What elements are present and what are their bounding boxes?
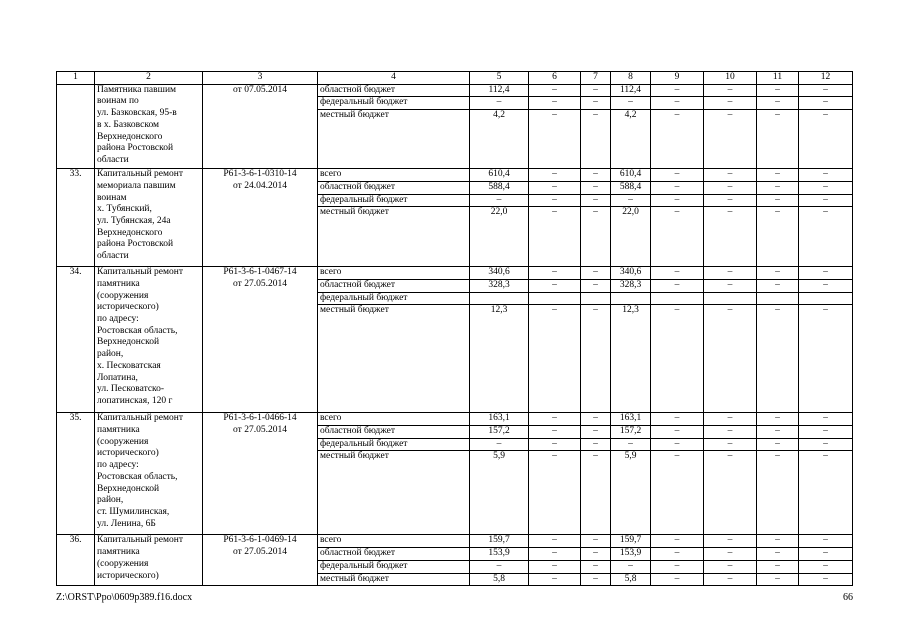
budget-table (56, 71, 853, 586)
amount-cell: – (529, 548, 581, 561)
amount-cell: – (581, 413, 611, 426)
column-number: 11 (757, 72, 799, 85)
amount-cell: – (799, 97, 853, 110)
funding-source: федеральный бюджет (318, 194, 470, 207)
amount-cell: – (651, 560, 704, 573)
amount-cell (757, 292, 799, 305)
funding-source: областной бюджет (318, 181, 470, 194)
amount-cell: 12,3 (611, 305, 651, 413)
amount-cell: – (470, 560, 529, 573)
amount-cell: – (757, 438, 799, 451)
amount-cell: – (704, 169, 757, 182)
table-row (57, 267, 853, 280)
amount-cell: – (757, 535, 799, 548)
amount-cell: – (704, 573, 757, 586)
amount-cell: – (651, 279, 704, 292)
row-number: 33. (57, 169, 95, 267)
amount-cell: – (799, 426, 853, 439)
funding-source: областной бюджет (318, 426, 470, 439)
amount-cell: – (529, 194, 581, 207)
amount-cell: – (757, 207, 799, 267)
amount-cell: – (799, 438, 853, 451)
amount-cell: – (529, 267, 581, 280)
amount-cell: – (704, 267, 757, 280)
table-row (57, 413, 853, 426)
amount-cell: 163,1 (611, 413, 651, 426)
amount-cell: 112,4 (611, 84, 651, 97)
amount-cell: – (651, 535, 704, 548)
amount-cell: – (651, 267, 704, 280)
amount-cell: – (611, 194, 651, 207)
amount-cell: – (651, 426, 704, 439)
amount-cell: – (651, 84, 704, 97)
amount-cell: – (799, 181, 853, 194)
amount-cell: – (704, 181, 757, 194)
funding-source: местный бюджет (318, 110, 470, 169)
amount-cell: 5,8 (470, 573, 529, 586)
amount-cell: – (581, 267, 611, 280)
amount-cell: – (799, 535, 853, 548)
amount-cell: – (704, 548, 757, 561)
amount-cell: 112,4 (470, 84, 529, 97)
amount-cell: 153,9 (470, 548, 529, 561)
amount-cell: – (704, 110, 757, 169)
amount-cell: – (799, 110, 853, 169)
amount-cell: – (529, 181, 581, 194)
amount-cell: 610,4 (611, 169, 651, 182)
amount-cell: – (529, 84, 581, 97)
amount-cell: – (704, 84, 757, 97)
amount-cell: – (757, 169, 799, 182)
amount-cell: – (581, 560, 611, 573)
amount-cell: 22,0 (470, 207, 529, 267)
amount-cell: 157,2 (611, 426, 651, 439)
funding-source: областной бюджет (318, 84, 470, 97)
funding-source: местный бюджет (318, 451, 470, 535)
funding-source: местный бюджет (318, 573, 470, 586)
footer-page-number: 66 (843, 592, 853, 603)
amount-cell: – (529, 573, 581, 586)
object-name: Капитальный ремонт памятника (сооружения исторического) по адресу: Ростовская область, Верхнедонской район, х. Песковатская Лопатина, ул. Песковатско- лопатинская, 120 г (95, 267, 203, 413)
amount-cell: 22,0 (611, 207, 651, 267)
amount-cell: – (651, 110, 704, 169)
amount-cell: – (799, 267, 853, 280)
amount-cell: 4,2 (470, 110, 529, 169)
amount-cell: 5,9 (611, 451, 651, 535)
amount-cell: – (651, 573, 704, 586)
column-number: 9 (651, 72, 704, 85)
amount-cell: – (704, 438, 757, 451)
amount-cell: 157,2 (470, 426, 529, 439)
table-row (57, 535, 853, 548)
amount-cell: – (704, 279, 757, 292)
amount-cell: – (529, 97, 581, 110)
amount-cell: – (581, 535, 611, 548)
funding-source: федеральный бюджет (318, 97, 470, 110)
amount-cell: – (581, 181, 611, 194)
amount-cell: – (581, 194, 611, 207)
amount-cell: – (611, 560, 651, 573)
row-number: 34. (57, 267, 95, 413)
amount-cell: 588,4 (470, 181, 529, 194)
amount-cell (529, 292, 581, 305)
amount-cell: – (704, 451, 757, 535)
amount-cell: – (757, 560, 799, 573)
amount-cell: – (651, 438, 704, 451)
table-row (57, 84, 853, 97)
row-number: 36. (57, 535, 95, 586)
expertise-doc: Р61-3-6-1-0466-14 от 27.05.2014 (203, 413, 318, 535)
amount-cell: – (470, 97, 529, 110)
row-number (57, 84, 95, 168)
amount-cell: – (799, 169, 853, 182)
funding-source: всего (318, 169, 470, 182)
column-number: 3 (203, 72, 318, 85)
amount-cell: – (581, 169, 611, 182)
footer-file-path: Z:\ORST\Ppo\0609p389.f16.docx (56, 592, 193, 603)
funding-source: областной бюджет (318, 279, 470, 292)
funding-source: местный бюджет (318, 305, 470, 413)
amount-cell: – (799, 548, 853, 561)
amount-cell: 5,9 (470, 451, 529, 535)
amount-cell: – (529, 438, 581, 451)
amount-cell: – (757, 181, 799, 194)
amount-cell: – (581, 305, 611, 413)
amount-cell: – (757, 548, 799, 561)
amount-cell: – (651, 451, 704, 535)
amount-cell: – (799, 305, 853, 413)
amount-cell: – (757, 305, 799, 413)
amount-cell: – (581, 548, 611, 561)
amount-cell: – (611, 97, 651, 110)
column-number: 12 (799, 72, 853, 85)
amount-cell: – (529, 305, 581, 413)
amount-cell: – (799, 573, 853, 586)
amount-cell: – (757, 267, 799, 280)
amount-cell: 588,4 (611, 181, 651, 194)
amount-cell: – (529, 279, 581, 292)
amount-cell: – (529, 426, 581, 439)
amount-cell: 328,3 (470, 279, 529, 292)
amount-cell (651, 292, 704, 305)
amount-cell: 340,6 (470, 267, 529, 280)
row-number: 35. (57, 413, 95, 535)
amount-cell: – (651, 181, 704, 194)
amount-cell: – (704, 560, 757, 573)
amount-cell: – (799, 413, 853, 426)
amount-cell: – (529, 560, 581, 573)
amount-cell: – (651, 207, 704, 267)
amount-cell: 159,7 (611, 535, 651, 548)
amount-cell: – (581, 438, 611, 451)
expertise-doc: Р61-3-6-1-0467-14 от 27.05.2014 (203, 267, 318, 413)
funding-source: федеральный бюджет (318, 292, 470, 305)
column-number: 6 (529, 72, 581, 85)
funding-source: областной бюджет (318, 548, 470, 561)
amount-cell: – (581, 110, 611, 169)
amount-cell (799, 292, 853, 305)
amount-cell: – (799, 207, 853, 267)
object-name: Памятника павшим воинам по ул. Базковская, 95-в в х. Базковском Верхнедонского района Ростовской области (95, 84, 203, 168)
amount-cell: 4,2 (611, 110, 651, 169)
amount-cell: 153,9 (611, 548, 651, 561)
amount-cell: – (581, 97, 611, 110)
amount-cell (611, 292, 651, 305)
amount-cell (581, 292, 611, 305)
column-number: 2 (95, 72, 203, 85)
amount-cell: – (757, 413, 799, 426)
amount-cell: – (651, 548, 704, 561)
column-number: 8 (611, 72, 651, 85)
amount-cell: – (529, 207, 581, 267)
table-row (57, 169, 853, 182)
column-number: 5 (470, 72, 529, 85)
amount-cell: 610,4 (470, 169, 529, 182)
amount-cell: – (611, 438, 651, 451)
amount-cell: – (704, 535, 757, 548)
amount-cell: – (651, 97, 704, 110)
amount-cell: – (704, 207, 757, 267)
amount-cell (470, 292, 529, 305)
amount-cell: 163,1 (470, 413, 529, 426)
amount-cell: – (757, 84, 799, 97)
amount-cell: 5,8 (611, 573, 651, 586)
amount-cell: – (529, 110, 581, 169)
amount-cell: – (529, 535, 581, 548)
expertise-doc: Р61-3-6-1-0469-14 от 27.05.2014 (203, 535, 318, 586)
object-name: Капитальный ремонт мемориала павшим воинам х. Тубянский, ул. Тубянская, 24а Верхнедонского района Ростовской области (95, 169, 203, 267)
amount-cell: – (470, 194, 529, 207)
amount-cell: – (581, 279, 611, 292)
funding-source: местный бюджет (318, 207, 470, 267)
amount-cell: – (529, 169, 581, 182)
amount-cell: – (581, 451, 611, 535)
column-number: 10 (704, 72, 757, 85)
amount-cell: – (757, 451, 799, 535)
funding-source: федеральный бюджет (318, 438, 470, 451)
amount-cell: – (799, 560, 853, 573)
amount-cell: – (757, 279, 799, 292)
amount-cell: – (757, 97, 799, 110)
amount-cell: – (704, 194, 757, 207)
amount-cell: – (799, 84, 853, 97)
expertise-doc: Р61-3-6-1-0310-14 от 24.04.2014 (203, 169, 318, 267)
column-number: 4 (318, 72, 470, 85)
amount-cell: – (581, 426, 611, 439)
amount-cell: – (529, 451, 581, 535)
object-name: Капитальный ремонт памятника (сооружения исторического) (95, 535, 203, 586)
amount-cell: – (799, 279, 853, 292)
funding-source: всего (318, 267, 470, 280)
amount-cell: – (651, 169, 704, 182)
amount-cell: – (757, 426, 799, 439)
expertise-doc: от 07.05.2014 (203, 84, 318, 168)
amount-cell: – (799, 451, 853, 535)
amount-cell: – (651, 305, 704, 413)
amount-cell: – (529, 413, 581, 426)
column-number: 7 (581, 72, 611, 85)
amount-cell: 328,3 (611, 279, 651, 292)
amount-cell: – (581, 84, 611, 97)
amount-cell: – (704, 305, 757, 413)
amount-cell: – (470, 438, 529, 451)
column-number-row (57, 72, 853, 85)
amount-cell (704, 292, 757, 305)
amount-cell: – (581, 573, 611, 586)
column-number: 1 (57, 72, 95, 85)
amount-cell: – (704, 97, 757, 110)
amount-cell: – (651, 194, 704, 207)
amount-cell: – (704, 426, 757, 439)
object-name: Капитальный ремонт памятника (сооружения исторического) по адресу: Ростовская область, Верхнедонской район, ст. Шумилинская, ул. Ленина, 6Б (95, 413, 203, 535)
amount-cell: – (757, 110, 799, 169)
amount-cell: – (757, 194, 799, 207)
amount-cell: 159,7 (470, 535, 529, 548)
amount-cell: – (704, 413, 757, 426)
amount-cell: – (651, 413, 704, 426)
funding-source: всего (318, 535, 470, 548)
funding-source: всего (318, 413, 470, 426)
amount-cell: – (799, 194, 853, 207)
funding-source: федеральный бюджет (318, 560, 470, 573)
amount-cell: – (757, 573, 799, 586)
amount-cell: 12,3 (470, 305, 529, 413)
amount-cell: – (581, 207, 611, 267)
amount-cell: 340,6 (611, 267, 651, 280)
